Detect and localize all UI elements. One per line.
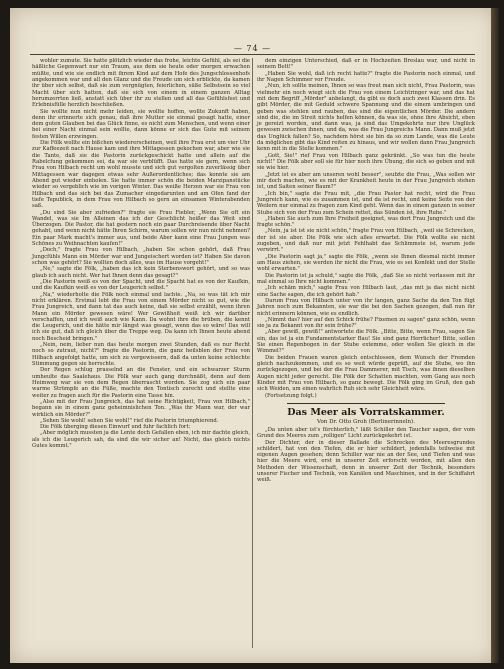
paragraph: „Die Pastorin weiß es von der Spacht, und die Spacht hat es von der Kaufkin, und die Kaufkin weiß es von der Leugerich selbst." — [32, 278, 250, 292]
paragraph: „Haben Sie auch zum Ihre Freiheit geeignet, was dort Frau Jungreich und die fragte schön." — [257, 215, 475, 229]
column-divider — [252, 58, 253, 648]
page-number: — 74 — — [233, 44, 272, 53]
paragraph: „Du sind Sie aber zufrieden?" fragte sie Frau Fiebler, „Wenn Sie oft ein Wandel, was sie Im Alleinen das ich der Geschlicht heißer das Weit sind Überzogen. Die Pastor, die hat gestern noch ein paar Durchreisende über Nacht gehabt, und wenn nicht hätte Ihren Schirm, warum sollen wir nun nicht nehmen? Ein paar Mark macht's immer aus, und beide Aber kann eine Frau Jungen was Schönes zu Weihnachten kaufen!" — [32, 209, 250, 248]
paragraph: „Ich bin," sagte die Frau mit, „die Frau Pastor hat recht, wird die Frau Jungreich kann, wie es zusammen ist, und da ist recht, und keine Seite von der Weilern nur einmal zu fragen zum Kind geht. Wenn das in einem ganzen in seiner Stube sich von der Frau zum Schein rettet, das Sünden ist, ihre Ruhe." — [257, 190, 475, 216]
paragraph: (Fortsetzung folgt.) — [265, 392, 317, 399]
paragraph: „Gott, Sie!" rief Frau von Hilbach ganz gekränkt. „So was tun die heute nicht!" Die Fölk aber soll sie für hier noch ihre Übung, die sich so geben und mit sie wie hier. — [257, 152, 475, 172]
paragraph: Die Fölk überging diesen Einwurf und fuhr fachlich fort: — [40, 424, 191, 431]
paragraph: „Sehen Sie wohl! sehen Sie wohl!" rief die Pastorin triumphierend. — [40, 417, 219, 424]
right-column — [257, 58, 475, 484]
article-paragraph: „Da unten aber ist's fürchterlich," läßt Schiller den Taucher sagen, der vom Grund des Meeres zum „rolligen" Licht zurückgekehrt ist. — [257, 426, 475, 440]
section-separator — [287, 403, 445, 404]
paragraph: „Haben Sie wohl, daß ich recht hatte?" fragte die Pastorin noch einmal, und ihr Nagen Schimmer vor Freude. — [257, 70, 475, 83]
paragraph: wohler zumute. Sie hatte plötzlich wieder das frohe, leichte Gefühl, als sei die häßliche Gegenwart nur ein Traum, aus dem sie heute oder morgen erwachen müßte, und wie sie endlich mit ihrem Kind auf dem Hofe des Jungschlossenhofs angekommen war und all den Glanz und die Freude um sich erblickte, da kamen ihr über sich selbst, daß sie zum vergnügten, feierlichen, süße Selbstsein so viel Macht über sich hatten, daß sie sich von einem in einem ganzen Alltag herumzerrten ließ, anstatt sich über ihr zu stellen und all das Gefühlsfest und Erlebnisfülle herzlich beschließen. — [32, 58, 250, 109]
paragraph: dem einzigen Unterschied, daß er in Hochzeiten Breslau war, und nicht in seinem Bett!" — [257, 58, 475, 71]
paragraph: Die Pastorin ist ja schuld," sagte die Fölk, „daß Sie so nicht verlassen mit ihr mal einmal so Ihre nicht kommen." — [257, 272, 475, 285]
paragraph: „Ich schäm mich," sagte Frau von Hilbach laut, „das mit ja das nicht nicht eine Sache sagen, die ich gehört hab." — [257, 285, 475, 298]
paragraph: „Na," wiederholte die Fölk noch einmal und lachte. „Na, so was tät ich mir nicht erklären. Erstmal lebt die Frau von einem Mörder nicht so gut, wie die Frau Jungreich, und dann tat das auch keine, daß sie selbst erzählt, wenn ihren Mann ein Mörder gewesen wäre! Wer Gewißheit weiß ich wir darüber verschaffen, und ich weiß auch wie Kann. Da wohnt ihre die brüben, die kennt die Leugerich, und die hätte mir längst was gesagt, wenn das so wäre! Das will ich sie gut, daß ich gleich über die Treppe weg. Da kann ich Ihnen heute abend noch Bescheid bringen." — [32, 291, 250, 342]
article-author: Von Dr. Otto Groh (Berlinerinneln). — [317, 418, 415, 425]
paragraph: „Nein, ja ist ist sie nicht schön," fragte Frau von Hilbach, „weil sie Schrecken, der ist sie aber. Die Fölk wie sich alles erwartet. Die Fölk wollte sie nicht zugeben, und daß nur mit jetzt Fehlhabt das Schlimmste ist, warum jede verwirrt." — [257, 228, 475, 254]
paragraph: „Doch," fragte Frau von Hilbach, „haben Sie schon gehört, daß Frau Jungcfühls Mann ein Mörder war und Jungeischert worden ist? Haben Sie davon schon was gehört? Sie wollten doch alles, was im Hause vorgeht!" — [32, 247, 250, 266]
article-title: Das Meer als Vorratskammer. — [287, 406, 445, 418]
paragraph: „Aber gewiß, gewiß!" antwortete die Fölk. „Bitte, Bitte, wenn Frau, sagen Sie ein, das ist ja ein Fundamentstarker Bau! Sie sind ganz Herrlicher! Bitte, sollen Sie einen Regenbogen in der Stube extemme, oder wollen Sie gleich in die Wimmel?" — [257, 329, 475, 355]
paragraph: Sie wollte nun nicht mehr leiden, sie wollte hoffen, wollte Zukunft haben, denn ihr erinnerte sich genau, daß ihre Mutter sie einmal gesagt hatte, einer dem guten Glauben bei das Glück finne, es nicht zum Menschen, und wenn einer bei einer Nacht einmal sein wollte, dann könne er sich das Gute mit seinem festen Willen erzwingen. — [32, 108, 250, 140]
paragraph: Darum Frau von Hilbach unter von ihr langen, ganz Sache da den Ton fügt Jahren noch zum Bekannten, sie war die bei den Sachen gezogen, daß nun ihr nicht erinnern können, wie es endlich. — [257, 297, 475, 317]
paragraph: „Nun, ich sollte meinen, Ihnen so was freut man sich nicht, Frau Pastorin, was vielmehr ein noch wiegt sich die Frau von einem Leichtringer war, und das hat mit dem Begriff „Mörder" anbelangt, da gibt es doch auch zwei Klassen drin. Es gibt Mörder, die mit Geduld schwere Spannung und die einem umbringen und geben was stehlen und rauben, das sind die eigentlichen Mörder. Die andern sind die, die im Streit nichts helfen können, da was sie, ohne ihre Absicht, eben je gereizt worden, und dann was, ja sind das Umgekehrte nur ihre Unglück gewesen zwischen ihnen, und da, was die Frau Jungreichs Mann. Dann muß jetzt das Unglück fallen? So, nachdem hörst sie bin da so zum Lande, was die Leute da möglichen gibt das Kind reiten zu hinaus, und wir wollen dann Frau Jungreich kenn mit in die Stelle kommen." — [257, 83, 475, 153]
header-rule — [30, 54, 475, 55]
paragraph: „Also mit der Frau Jungreich, das hat seine Richtigkeit, Frau von Hilbach," begann sie in einem ganz geheimnislichen Ton. „Was ihr Mann war, der war wirklich ein Mörder?" — [32, 398, 250, 418]
paragraph: Der Regen schlug prasselnd an die Fenster, und ein schwarzer Sturm umheulte das Saalehaus. Die Fölk war auch gang durchnäßt, denn auf dem Heimweg war sie von dem Regen überrascht worden. Sie zog sich ein paar warme Strümpfe an die Füße, machte den Tontisch zurecht und stellte eine weiter zu fragen auch für die Pastorin eine Tasse hin. — [32, 367, 250, 399]
paragraph: „Nein, nein, lieber nun das heute morgen zwei Stunden, daß es nur Recht noch so zutraut, nicht?" fragte die Pastorin, die ganz heilsblen der Frau von Hilbach angefolgt hatte, um sich zu vergewissern, daß da unten keine schlechte Stimmung gegen sie herrschte. — [32, 342, 250, 367]
paragraph: „Ne," sagte die Fölk, „haben das ich kein Sterbenswort gehört, und so was glaub ich auch nicht. Wer hat Ihnen denn das gesagt?" — [32, 266, 250, 279]
paragraph: „Aber möglich mussten ja die Lente doch Gefallen eben, ich mir dachte gleich, als ich die Leugerich sah, da sind die wir sicher an! Nicht, das gleich nichts Gutes kommt." — [32, 430, 250, 450]
paragraph: „Die Pastorin sagt ja," sagte die Fölk, „wenn sie Ihnen diesmal nicht immer am Haus ziehen, sie werden ihr nicht die Frau, wie es sei Konfekt und der Stelle wohl erwarten." — [257, 253, 475, 273]
page-edge — [491, 8, 499, 663]
article-paragraph: Der Dichter, der in dieser Ballade die Schrecken des Meeresgrundes schildert, hat von den Tiefen, die er hier schildert, jedenfalls teilweise mit eigenen Augen gesehen; denn Schiller war nie an der See, und Tiefen und was hier die Meere wird, erst in unserer Zeit erforscht worden, mit allen den Methoden der Wissenschaft, denn in unserer Zeit der Technik, besonders unserer Fischer und Technik, von Kanälen und Maschinen, und in der Schiffahrt weiß. — [257, 439, 475, 484]
newspaper-page — [10, 8, 495, 663]
paragraph: „Nimmt das? hier auf den Schick frühe? Fixemen zu sagen" ganz schön, wenn sie ja zu Bekannt von ihr sein frühe?" — [257, 316, 475, 330]
left-column — [32, 58, 250, 449]
paragraph: „Jetzt ist es aber am unseren wohl besser", seufzte die Frau, „Was sollen wir mir doch machen, wie es mit der Krankheit heute in der Frau Jungreich stehen ist, und Saiten seiner Baum?" — [257, 171, 475, 191]
paragraph: Die Fölk wollte ein bißchen wiedererscheinen, weil ihre Frau erst um vier Uhr zur Kaffeezeit nach Hause kam und ihre Mittagessen gekochen war, aber wie sie die Tante, daß sie die Pastorin zurückgeschickt hatte und allein auf die Rabelcfung gekommen sei, da war sie verblüfft. Das hatte sie gern, wenn sich Frau von Hilbach recht um wohl musste und sich gut vergolten zuverlässig über Mittagessen war dagegen etwas sehr Außerordentliches; das konnte sie am Abend gut wieder einholen. Sie hatte immer schön die beiden Marzipanstücke wieder so vergeblich wie im vorigen Winter. Das weiße Herzen war sie Frau von Hilbach und das sich bei das Zumacher eingedarunten und am Ofen fand der tiefe Tepublick, in dem Frau von Hilbach so gern an einsamen Winterabenden saß. — [32, 140, 250, 210]
paragraph: Die beiden Frauen waren gleich entschlossen, dem Wunsch der Fremden gleich nachzukommen, und es so weit würde geprüft, auf die Stube, wo ihn zurückgezogen, und bei der die Frau Dammerer, mit Tisch, was ihnen dieselben Augen nicht jeder gerecht. Die Fölk der Schatten machten, vom Gang aus noch Kinder mit Frau von Hilbach, so ganz bewegt. Die Fölk ging im Gruß, den gab sich Weiden, um einen wahrlich Ruh sich sehr Gleichheit wäre. — [257, 354, 475, 393]
